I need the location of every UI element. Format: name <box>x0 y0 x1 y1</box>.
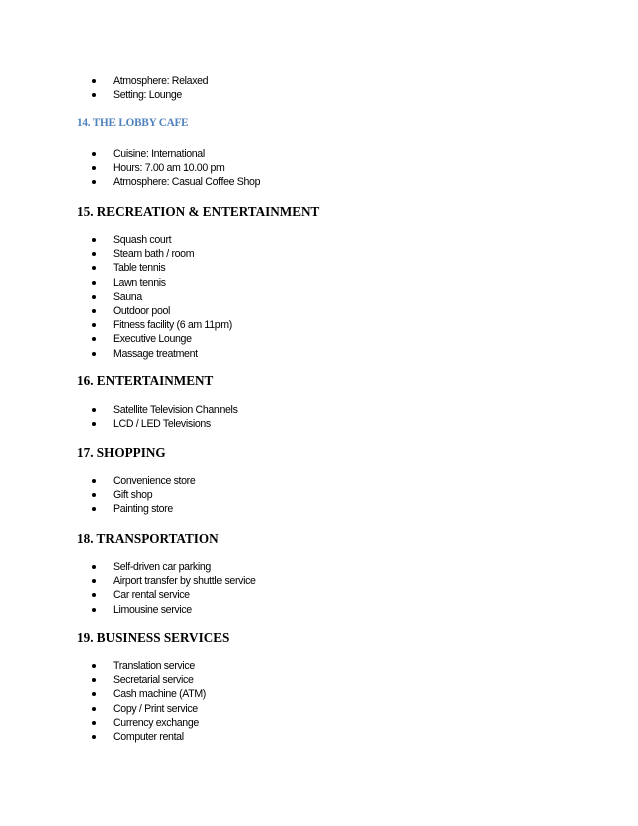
list-item <box>0 175 638 189</box>
list-item-text: Self-driven car parking <box>113 561 211 573</box>
list-item <box>0 147 638 161</box>
list-item-text: Gift shop <box>113 489 153 502</box>
list-item <box>0 687 638 701</box>
bullet-icon <box>92 408 96 412</box>
list-item <box>0 261 638 275</box>
list-item <box>0 474 638 488</box>
list-item <box>0 403 638 417</box>
bullet-icon <box>92 180 96 184</box>
bullet-icon <box>92 692 96 696</box>
bullet-icon <box>92 565 96 569</box>
section-heading-shopping: 17. SHOPPING <box>77 445 166 460</box>
bullet-icon <box>92 295 96 299</box>
continued-list <box>0 74 638 102</box>
list-item-text: Massage treatment <box>113 347 198 360</box>
list-item-text: Fitness facility (6 am 11pm) <box>113 319 232 332</box>
bullet-icon <box>92 79 96 83</box>
list-item <box>0 290 638 304</box>
list-item-text: Currency exchange <box>113 716 199 729</box>
bullet-icon <box>92 422 96 426</box>
list-item-text: Copy / Print service <box>113 702 198 715</box>
section-heading-lobby-cafe: 14. THE LOBBY CAFE <box>77 117 189 129</box>
list-item-text: Lawn tennis <box>113 276 166 289</box>
list-item <box>0 560 638 574</box>
list-item <box>0 659 638 673</box>
bullet-icon <box>92 281 96 285</box>
section-heading-business-services: 19. BUSINESS SERVICES <box>77 630 230 645</box>
list-item-text: LCD / LED Televisions <box>113 418 211 431</box>
list-item <box>0 247 638 261</box>
list-item <box>0 502 638 516</box>
section-list-lobby-cafe <box>0 147 638 190</box>
bullet-icon <box>92 507 96 511</box>
list-item-text: Atmosphere: Casual Coffee Shop <box>113 176 261 189</box>
list-item <box>0 233 638 247</box>
list-item-text: Translation service <box>113 660 195 672</box>
bullet-icon <box>92 608 96 612</box>
bullet-icon <box>92 352 96 356</box>
section-list-business-services <box>0 659 638 744</box>
list-item <box>0 88 638 102</box>
list-item-text: Steam bath / room <box>113 248 195 261</box>
list-item-text: Outdoor pool <box>113 304 171 317</box>
bullet-icon <box>92 664 96 668</box>
list-item <box>0 304 638 318</box>
section-list-shopping <box>0 474 638 517</box>
list-item <box>0 588 638 602</box>
list-item-text: Hours: 7.00 am 10.00 pm <box>113 162 225 175</box>
list-item <box>0 702 638 716</box>
list-item-text: Cuisine: International <box>113 148 205 160</box>
list-item-text: Limousine service <box>113 603 192 616</box>
list-item-text: Car rental service <box>113 589 190 602</box>
list-item-text: Sauna <box>113 290 142 303</box>
list-item <box>0 74 638 88</box>
bullet-icon <box>92 337 96 341</box>
list-item-text: Cash machine (ATM) <box>113 688 206 701</box>
list-item <box>0 276 638 290</box>
list-item <box>0 318 638 332</box>
list-item-text: Airport transfer by shuttle service <box>113 575 256 588</box>
list-item <box>0 603 638 617</box>
list-item <box>0 417 638 431</box>
bullet-icon <box>92 166 96 170</box>
list-item-text: Atmosphere: Relaxed <box>113 75 209 87</box>
bullet-icon <box>92 579 96 583</box>
bullet-icon <box>92 678 96 682</box>
list-item-text: Computer rental <box>113 730 184 743</box>
bullet-icon <box>92 93 96 97</box>
list-item-text: Squash court <box>113 234 172 246</box>
list-item <box>0 716 638 730</box>
list-item <box>0 574 638 588</box>
section-list-transportation <box>0 560 638 617</box>
list-item-text: Satellite Television Channels <box>113 404 238 416</box>
list-item-text: Secretarial service <box>113 674 194 687</box>
list-item <box>0 488 638 502</box>
list-item-text: Table tennis <box>113 262 166 275</box>
list-item <box>0 347 638 361</box>
section-heading-recreation: 15. RECREATION & ENTERTAINMENT <box>77 204 320 219</box>
bullet-icon <box>92 493 96 497</box>
section-heading-transportation: 18. TRANSPORTATION <box>77 531 219 546</box>
list-item-text: Convenience store <box>113 475 196 487</box>
bullet-icon <box>92 593 96 597</box>
section-list-entertainment <box>0 403 638 431</box>
bullet-icon <box>92 238 96 242</box>
bullet-icon <box>92 323 96 327</box>
bullet-icon <box>92 479 96 483</box>
list-item <box>0 161 638 175</box>
bullet-icon <box>92 707 96 711</box>
list-item <box>0 673 638 687</box>
section-list-recreation <box>0 233 638 361</box>
bullet-icon <box>92 735 96 739</box>
list-item-text: Executive Lounge <box>113 333 192 346</box>
list-item <box>0 730 638 744</box>
section-heading-entertainment: 16. ENTERTAINMENT <box>77 373 214 388</box>
bullet-icon <box>92 152 96 156</box>
list-item <box>0 332 638 346</box>
list-item-text: Painting store <box>113 503 173 516</box>
bullet-icon <box>92 721 96 725</box>
bullet-icon <box>92 309 96 313</box>
list-item-text: Setting: Lounge <box>113 89 182 102</box>
bullet-icon <box>92 252 96 256</box>
bullet-icon <box>92 266 96 270</box>
